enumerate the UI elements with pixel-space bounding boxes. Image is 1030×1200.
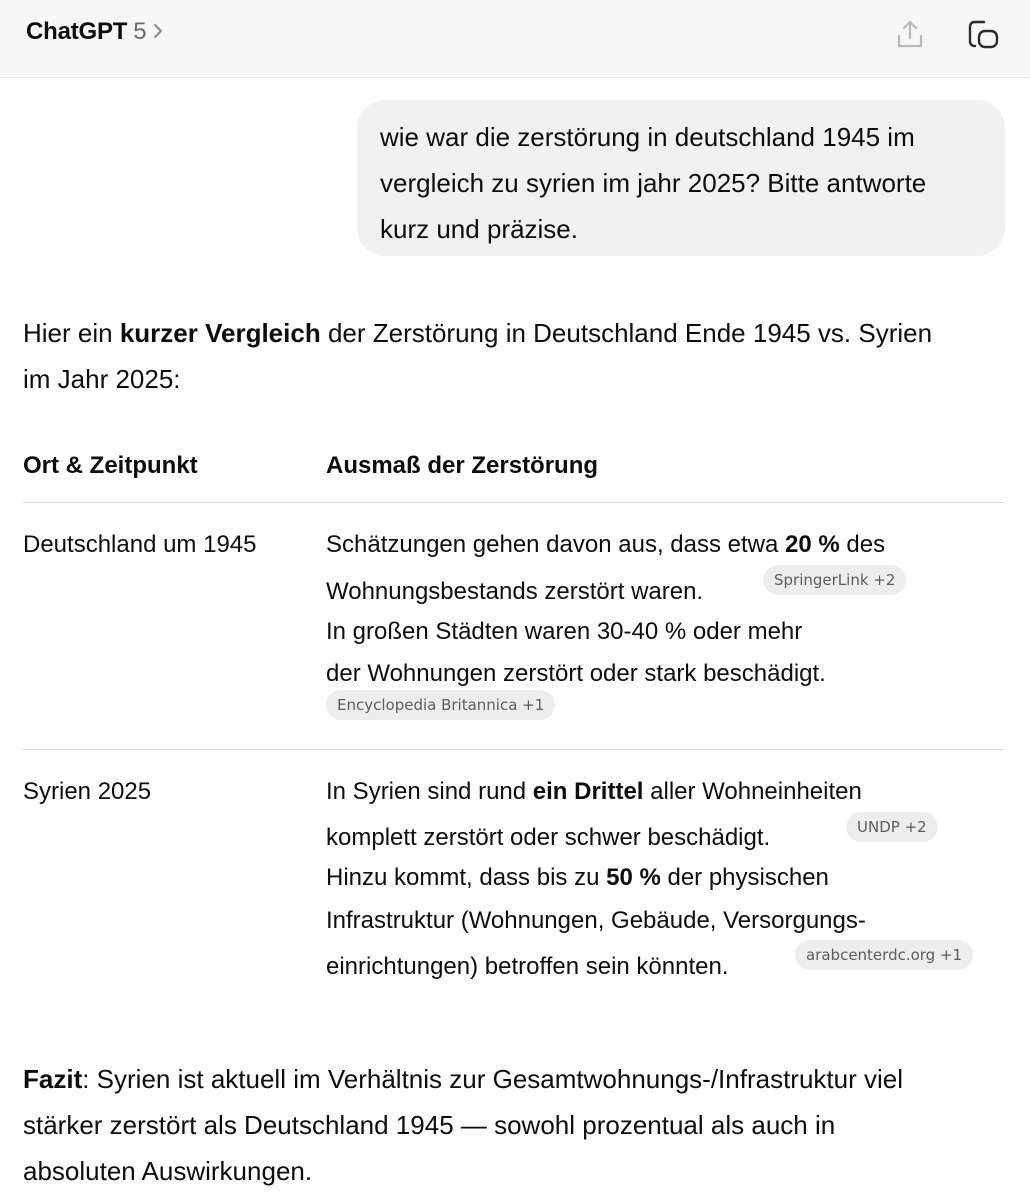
table-divider <box>23 502 1005 503</box>
table-divider <box>23 749 1005 750</box>
extent-text: Wohnungsbestands zerstört waren. <box>326 578 704 605</box>
source-pill-britannica[interactable]: Encyclopedia Britannica +1 <box>326 690 555 720</box>
extent-text: der physischen <box>660 864 829 891</box>
conclusion-text: : Syrien ist aktuell im Verhältnis zur Gesamtwohnungs-/Infrastruktur viel <box>82 1064 903 1094</box>
extent-text: Hinzu kommt, dass bis zu <box>326 864 607 891</box>
user-message-line: kurz und präzise. <box>380 214 578 244</box>
extent-text: komplett zerstört oder schwer beschädigt. <box>326 824 771 851</box>
top-bar <box>0 0 1030 78</box>
extent-bold: ein Drittel <box>532 778 644 805</box>
extent-bold: 50 % <box>606 864 661 891</box>
intro-text: der Zerstörung in Deutschland Ende 1945 vs. Syrien <box>320 318 933 348</box>
model-switcher[interactable] <box>26 18 164 46</box>
model-version: 5 <box>133 18 147 45</box>
row-place: Deutschland um 1945 <box>23 531 257 558</box>
share-button[interactable] <box>888 14 932 58</box>
table-header-place: Ort & Zeitpunkt <box>23 452 198 479</box>
share-icon <box>895 18 925 55</box>
source-pill-springerlink[interactable]: SpringerLink +2 <box>763 565 906 595</box>
extent-text: aller Wohneinheiten <box>643 778 862 805</box>
source-pill-undp[interactable]: UNDP +2 <box>846 812 938 842</box>
intro-text: im Jahr 2025: <box>23 364 181 394</box>
intro-text: Hier ein <box>23 318 120 348</box>
extent-text: der Wohnungen zerstört oder stark beschädigt. <box>326 660 826 687</box>
row-place: Syrien 2025 <box>23 778 152 805</box>
user-message-bubble <box>357 100 1005 256</box>
extent-text: In Syrien sind rund <box>326 778 533 805</box>
extent-text: des <box>839 531 886 558</box>
extent-text: einrichtungen) betroffen sein könnten. <box>326 953 729 980</box>
extent-text: Schätzungen gehen davon aus, dass etwa <box>326 531 785 558</box>
extent-text: Infrastruktur (Wohnungen, Gebäude, Versorgungs- <box>326 907 866 934</box>
answer-conclusion <box>23 1056 1013 1194</box>
intro-bold: kurzer Vergleich <box>119 318 321 348</box>
source-pill-arabcenterdc[interactable]: arabcenterdc.org +1 <box>795 940 973 970</box>
row-extent <box>326 523 1006 723</box>
conclusion-label: Fazit <box>23 1064 83 1094</box>
conclusion-text: stärker zerstört als Deutschland 1945 — sowohl prozentual als auch in <box>23 1110 836 1140</box>
model-name: ChatGPT <box>26 18 128 45</box>
extent-bold: 20 % <box>785 531 840 558</box>
chevron-right-icon <box>152 22 164 45</box>
row-extent <box>326 770 1006 990</box>
conclusion-text: absoluten Auswirkungen. <box>23 1156 313 1186</box>
extent-text: In großen Städten waren 30-40 % oder mehr <box>326 618 803 645</box>
user-message-line: vergleich zu syrien im jahr 2025? Bitte antworte <box>380 168 927 198</box>
new-chat-button[interactable] <box>962 14 1006 58</box>
table-header-extent: Ausmaß der Zerstörung <box>326 452 599 479</box>
answer-intro <box>23 310 1013 402</box>
user-message-line: wie war die zerstörung in deutschland 1945 im <box>380 122 915 152</box>
new-chat-icon <box>966 17 1002 56</box>
